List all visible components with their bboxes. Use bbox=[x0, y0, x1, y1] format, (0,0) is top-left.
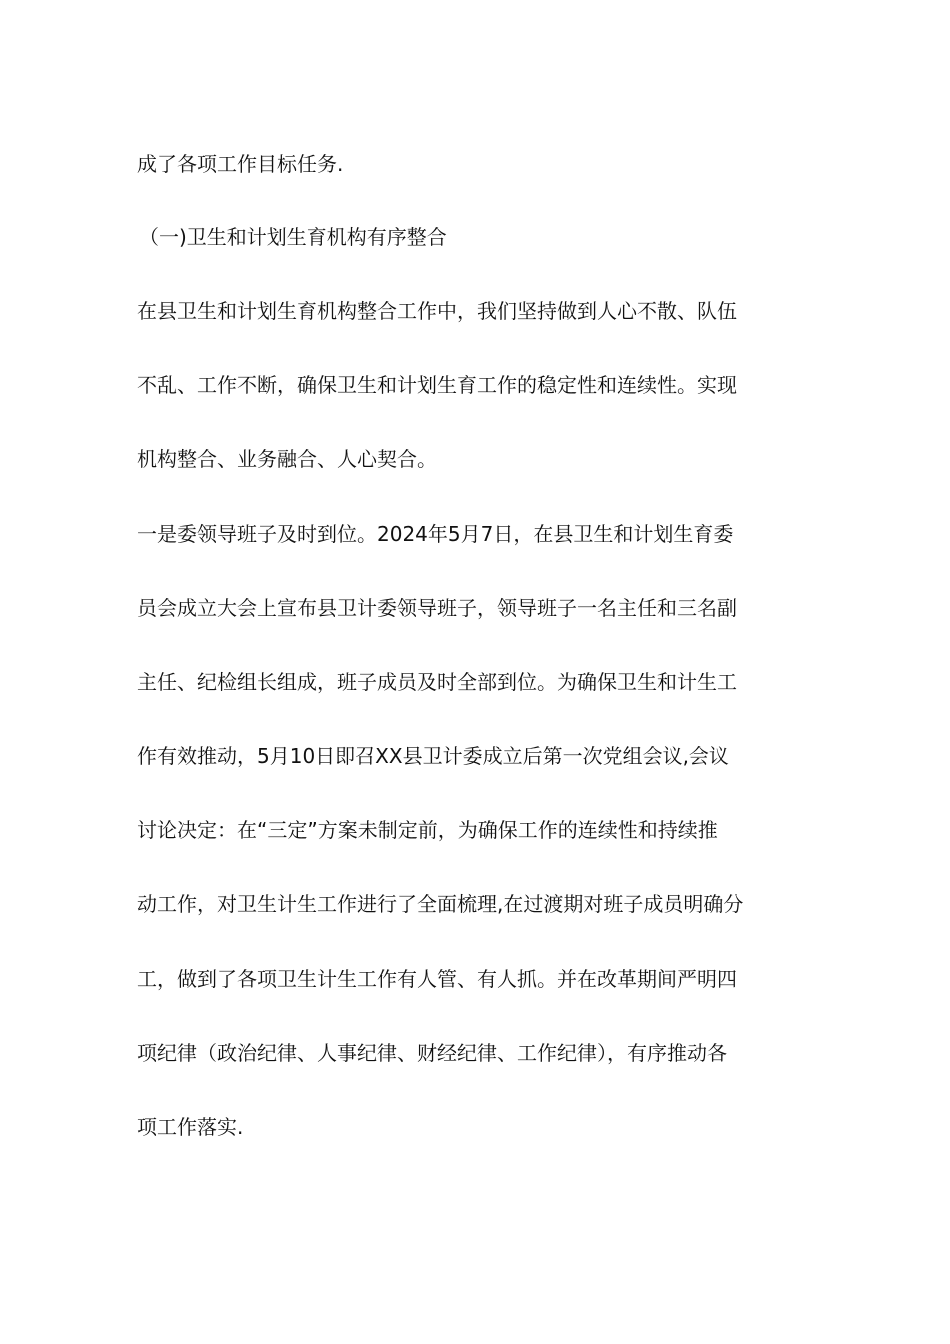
paragraph-line: 项纪律（政治纪律、人事纪律、财经纪律、工作纪律），有序推动各 bbox=[137, 1041, 727, 1065]
paragraph-line: 工，做到了各项卫生计生工作有人管、有人抓。并在改革期间严明四 bbox=[137, 967, 737, 991]
paragraph-line: 项工作落实. bbox=[137, 1115, 244, 1139]
paragraph-line: 机构整合、业务融合、人心契合。 bbox=[137, 447, 437, 471]
section-heading: （一)卫生和计划生育机构有序整合 bbox=[139, 225, 447, 249]
paragraph-line: 作有效推动，5月10日即召XX县卫计委成立后第一次党组会议,会议 bbox=[137, 744, 729, 768]
paragraph-line: 不乱、工作不断，确保卫生和计划生育工作的稳定性和连续性。实现 bbox=[137, 373, 737, 397]
paragraph-line: 动工作，对卫生计生工作进行了全面梳理,在过渡期对班子成员明确分 bbox=[137, 892, 744, 916]
paragraph-line: 员会成立大会上宣布县卫计委领导班子，领导班子一名主任和三名副 bbox=[137, 596, 737, 620]
text-line-continuation: 成了各项工作目标任务. bbox=[137, 152, 344, 176]
paragraph-line: 讨论决定：在“三定”方案未制定前，为确保工作的连续性和持续推 bbox=[137, 818, 718, 842]
paragraph-line: 一是委领导班子及时到位。2024年5月7日，在县卫生和计划生育委 bbox=[137, 522, 734, 546]
paragraph-line: 在县卫生和计划生育机构整合工作中，我们坚持做到人心不散、队伍 bbox=[137, 299, 737, 323]
paragraph-line: 主任、纪检组长组成，班子成员及时全部到位。为确保卫生和计生工 bbox=[137, 670, 737, 694]
